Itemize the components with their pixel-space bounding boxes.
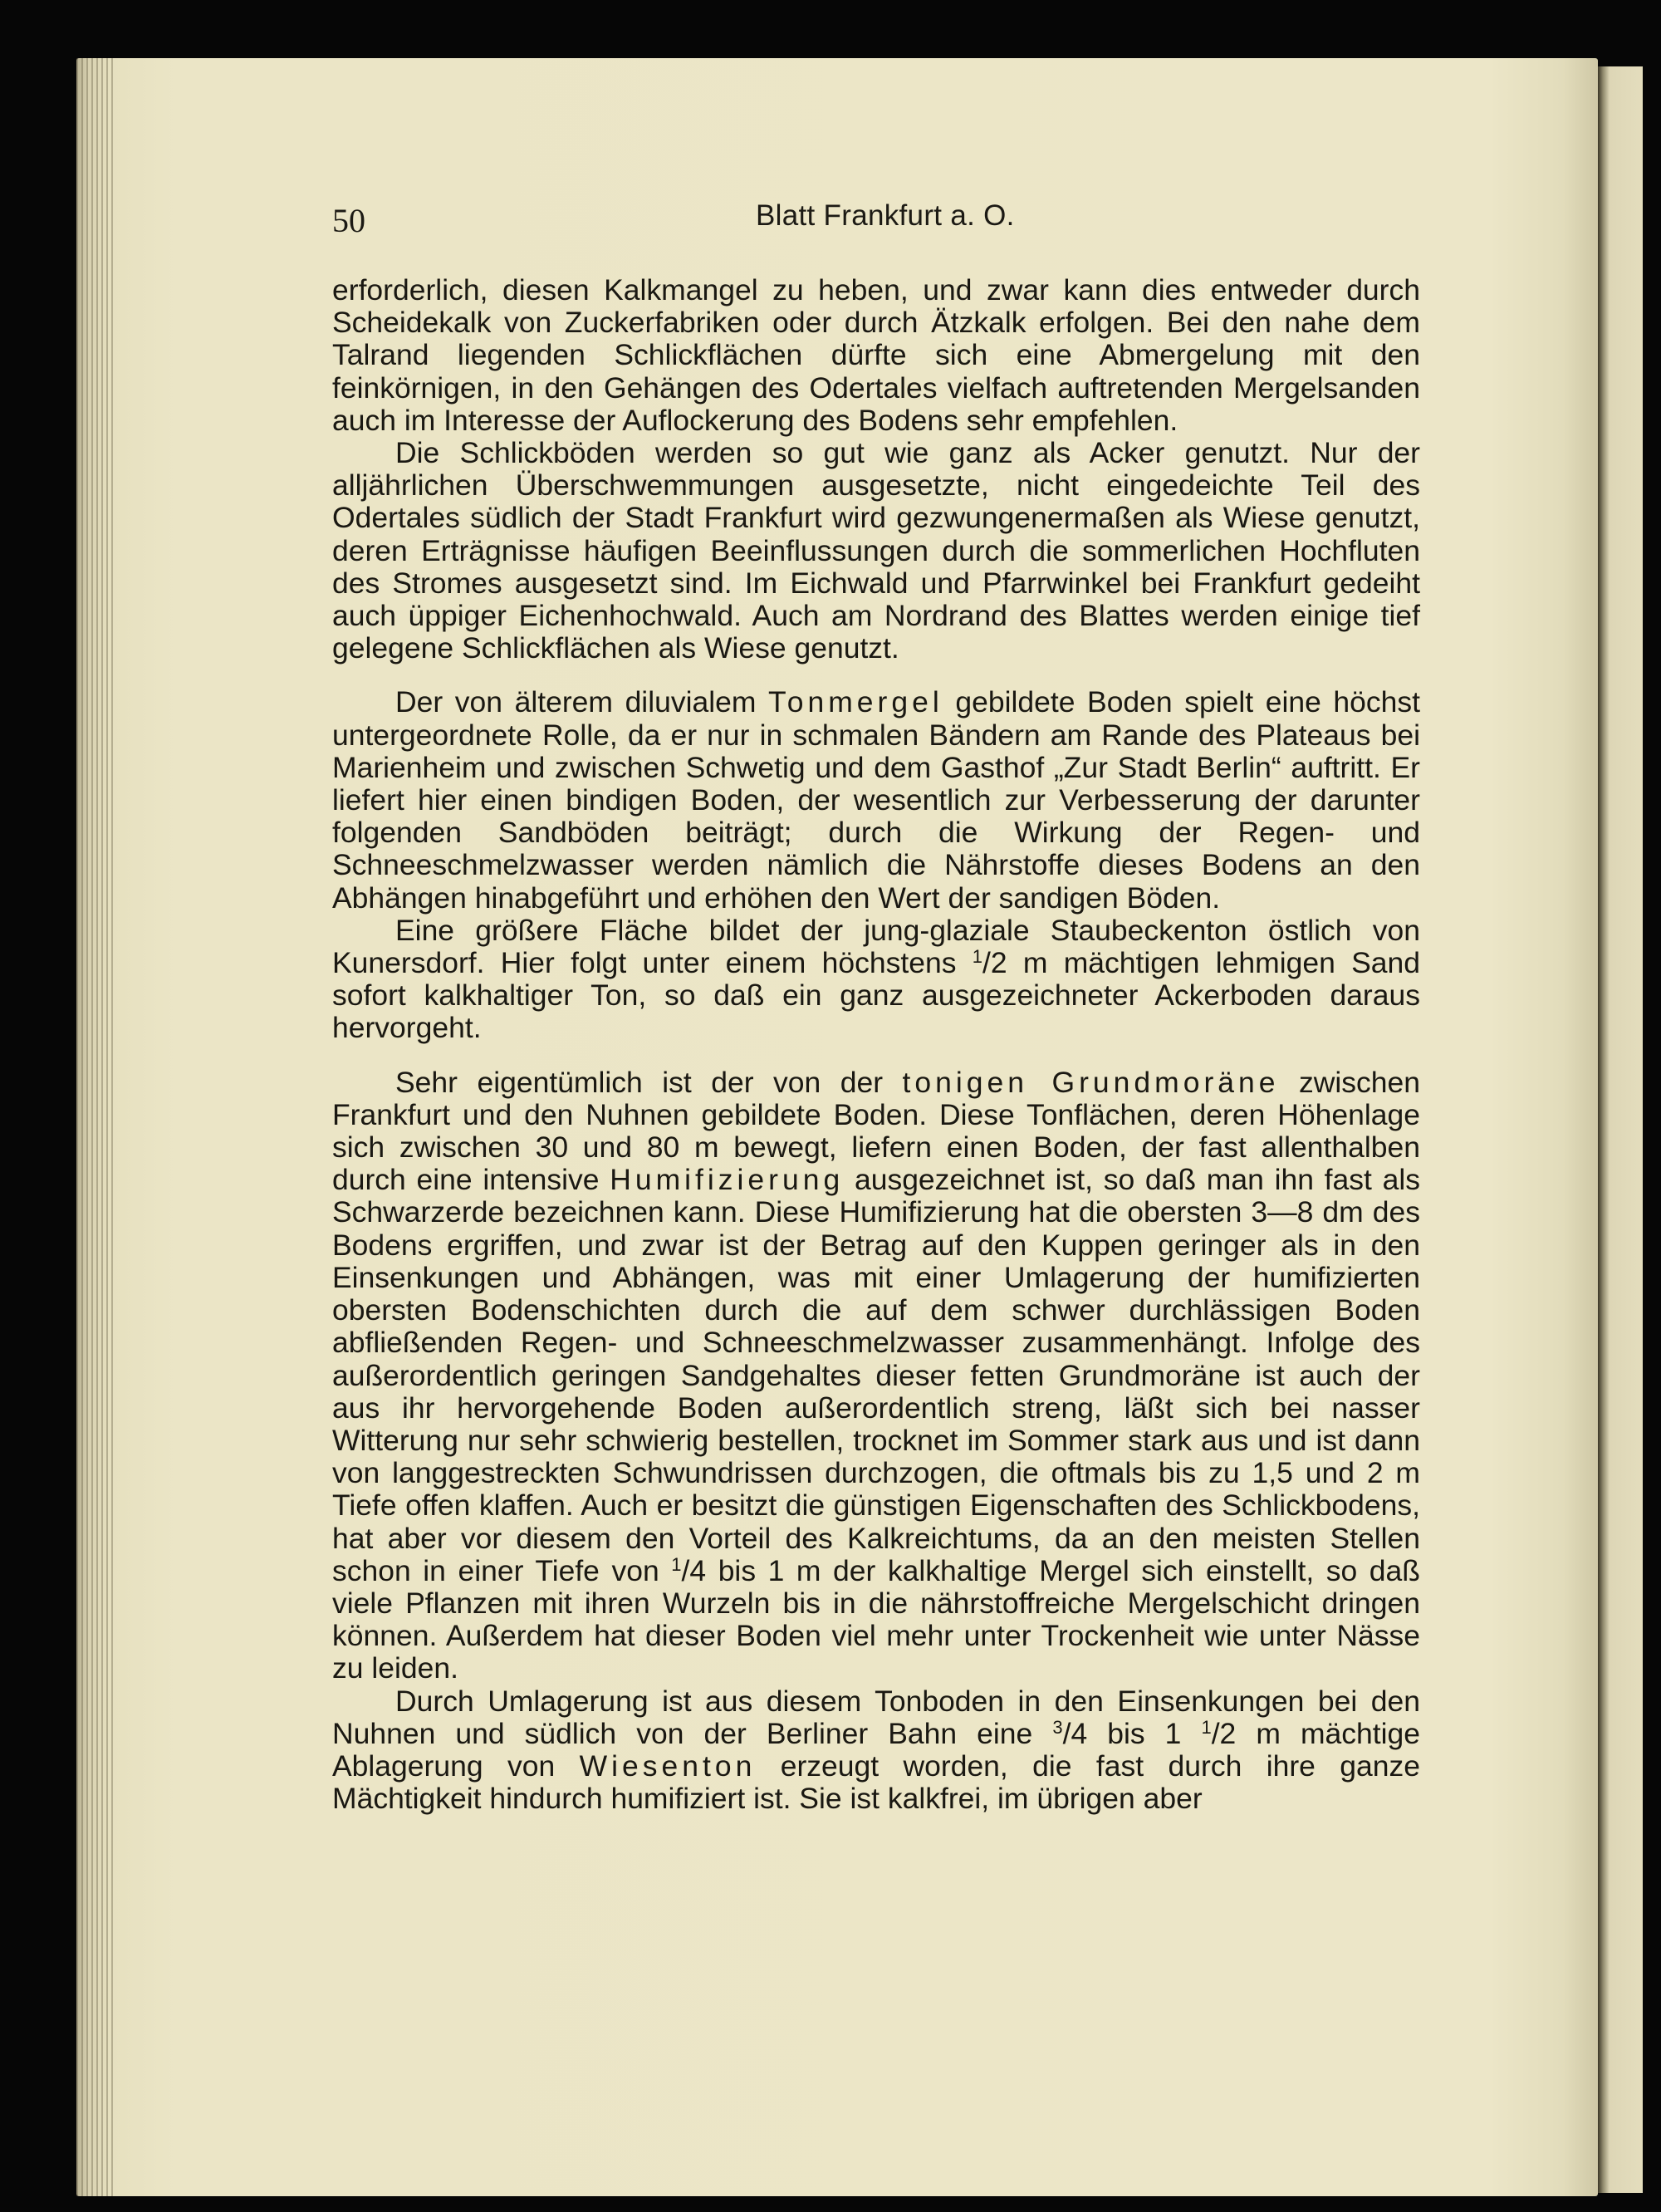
paragraph-3-text-a: Der von älterem diluvialem [395,685,768,719]
paragraph-6 [332,1685,1420,1816]
running-title: Blatt Frankfurt a. O. [756,199,1015,232]
paragraph-5-text-b: zwischen Frankfurt und den Nuhnen gebildete Boden. Diese Tonflächen, deren Höhenlage sich zwischen 30 und 80 m bewegt, liefern einen Boden, der fast allenthalben durch eine intensive [332,1065,1420,1197]
page-gutter [76,58,113,2196]
paragraph-4 [332,915,1420,1045]
term-humifizierung: Humifizierung [610,1163,845,1197]
page-number: 50 [332,202,365,239]
paragraph-6-text-d: erzeugt worden, die fast durch ihre ganze Mächtigkeit hindurch humifiziert ist. Sie ist kalkfrei, im übrigen aber [332,1749,1420,1816]
paragraph-5-text-d: /4 bis 1 m der kalkhaltige Mergel sich einstellt, so daß viele Pflanzen mit ihren Wurzeln bis in die nährstoffreiche Mergelschicht dringen können. Außerdem hat dieser Boden viel mehr unter Trockenheit wie unter Nässe zu leiden. [332,1553,1420,1685]
paragraph-5-text-c: ausgezeichnet ist, so daß man ihn fast als Schwarzerde bezeichnen kann. Diese Humifizierung hat die obersten 3—8 dm des Bodens ergriffen, und zwar ist der Betrag auf den Kuppen geringer als in den Einsenkungen und Abhängen, was mit einer Umlagerung der humifizierten obersten Bodenschichten durch die auf dem schwer durchlässigen Boden abfließenden Regen- und Schneeschmelzwasser zusammenhängt. Infolge des außerordentlich geringen Sandgehaltes dieser fetten Grundmoräne ist auch der aus ihr hervorgehende Boden außerordentlich streng, läßt sich bei nasser Witterung nur sehr schwierig bestellen, trocknet im Sommer stark aus und ist dann von langgestreckten Schwundrissen durchzogen, die oftmals bis zu 1,5 und 2 m Tiefe offen klaffen. Auch er besitzt die günstigen Eigenschaften des Schlickbodens, hat aber vor diesem den Vorteil des Kalkreichtums, da an den meisten Stellen schon in einer Tiefe von [332,1163,1420,1587]
paragraph-3-text-b: gebildete Boden spielt eine höchst untergeordnete Rolle, da er nur in schmalen Bändern am Rande des Plateaus bei Marienheim und zwischen Schwetig und dem Gasthof „Zur Stadt Berlin“ auftritt. Er liefert hier einen bindigen Boden, der wesentlich zur Verbesserung der darunter folgenden Sandböden beiträgt; durch die Wirkung der Regen- und Schneeschmelzwasser werden nämlich die Nährstoffe dieses Bodens an den Abhängen hinabgeführt und erhöhen den Wert der sandigen Böden. [332,685,1421,915]
fraction-numerator: 1 [1201,1716,1212,1738]
paragraph-1: erforderlich, diesen Kalkmangel zu heben, und zwar kann dies entweder durch Scheidekalk von Zuckerfabriken oder durch Ätzkalk erfolgen. Bei den nahe dem Talrand liegenden Schlickflächen dürfte sich eine Abmergelung mit den feinkörnigen, in den Gehängen des Odertales vielfach auftretenden Mergelsanden auch im Interesse der Auflockerung des Bodens sehr empfehlen. [332,273,1420,437]
paragraph-3 [332,686,1420,914]
facing-page-edge [1598,66,1643,2193]
body-text [332,274,1420,1815]
term-wiesenton: Wiesenton [579,1749,757,1783]
page-header [332,198,1420,239]
paragraph-6-text-a: Durch Umlagerung ist aus diesem Tonboden in den Einsenkungen bei den Nuhnen und südlich von der Berliner Bahn eine [332,1684,1420,1750]
term-tonmergel: Tonmergel [768,685,943,719]
paragraph-4-text-a: Eine größere Fläche bildet der jung-glaziale Staubeckenton östlich von Kunersdorf. Hier folgt unter einem höchstens [332,913,1420,980]
paragraph-4-text-b: /2 m mächtigen lehmigen Sand sofort kalkhaltiger Ton, so daß ein ganz ausgezeichneter Ackerboden daraus hervorgeht. [332,946,1421,1045]
fraction-numerator: 3 [1052,1716,1063,1738]
term-tonige-grundmoraene: tonigen Grundmoräne [902,1065,1280,1099]
fraction-numerator: 1 [671,1553,682,1575]
fraction-numerator: 1 [972,946,982,968]
paragraph-2: Die Schlickböden werden so gut wie ganz als Acker genutzt. Nur der alljährlichen Überschwemmungen ausgesetzte, nicht eingedeichte Teil des Odertales südlich der Stadt Frankfurt wird gezwungenermaßen als Wiese genutzt, deren Erträgnisse häufigen Beeinflussungen durch die sommerlichen Hochfluten des Stromes ausgesetzt sind. Im Eichwald und Pfarrwinkel bei Frankfurt gedeiht auch üppiger Eichenhochwald. Auch am Nordrand des Blattes werden einige tief gelegene Schlickflächen als Wiese genutzt. [332,436,1420,665]
paragraph-6-text-b: /4 bis 1 [1062,1716,1202,1750]
paragraph-5-text-a: Sehr eigentümlich ist der von der [395,1065,903,1099]
paragraph-6-text-c: /2 m mächtige Ablagerung von [332,1716,1420,1783]
paragraph-5 [332,1067,1420,1685]
